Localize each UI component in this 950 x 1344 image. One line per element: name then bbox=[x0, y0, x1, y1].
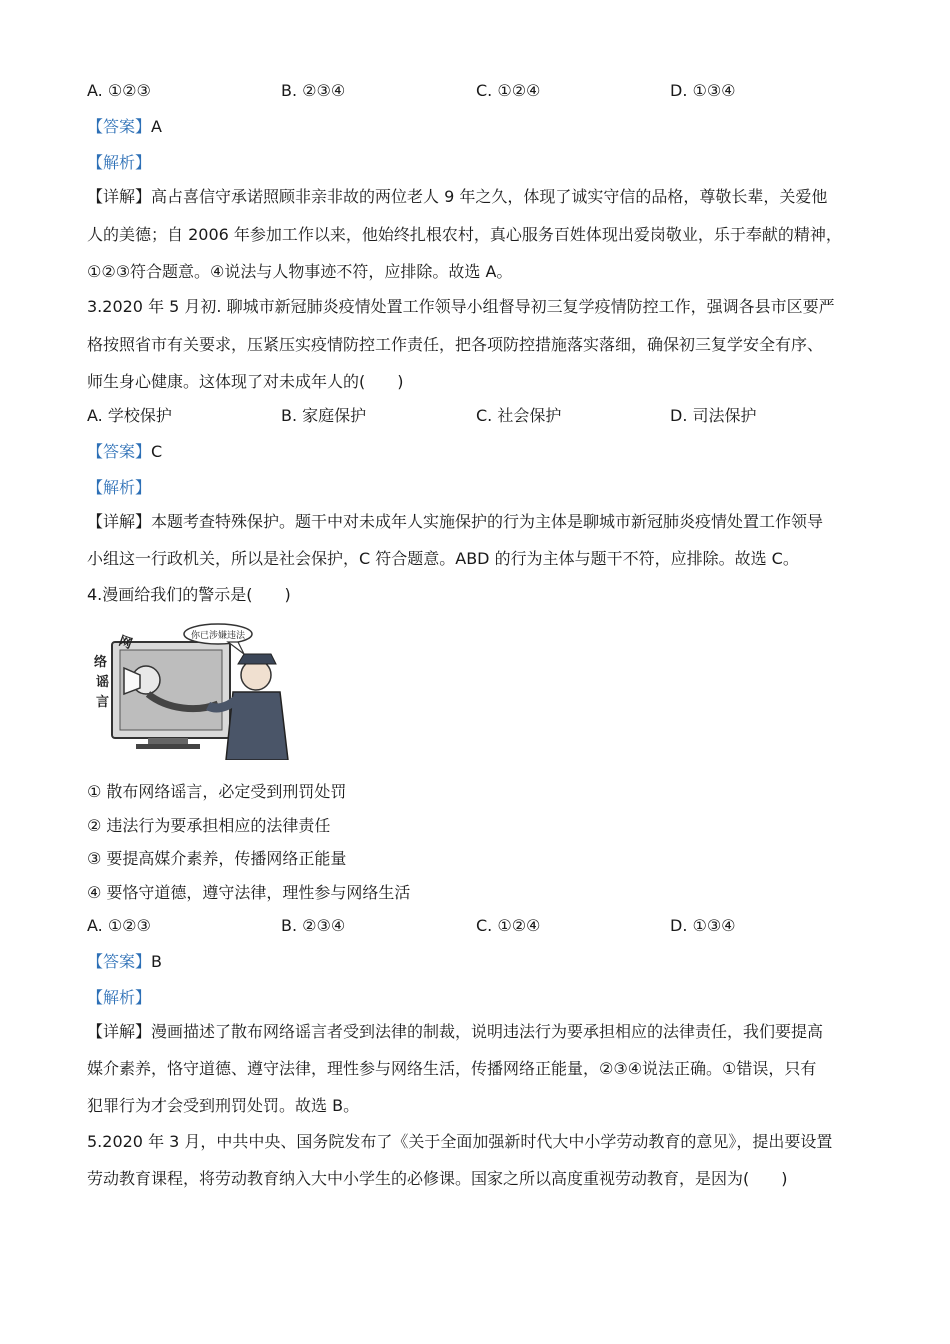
q5-stem-line-2: 劳动教育课程，将劳动教育纳入大中小学生的必修课。国家之所以高度重视劳动教育，是因为( ) bbox=[87, 1169, 788, 1188]
q3-option-d: D. 司法保护 bbox=[670, 406, 757, 425]
q2-detail-line-2: 人的美德；自 2006 年参加工作以来，他始终扎根农村，真心服务百姓体现出爱岗敬业，乐于奉献的精神， bbox=[87, 225, 842, 244]
q3-answer: C bbox=[151, 442, 163, 461]
answer-tag: 【答案】 bbox=[87, 442, 152, 461]
q2-option-b: B. ②③④ bbox=[281, 81, 346, 100]
q4-statement-4: ④ 要恪守道德，遵守法律，理性参与网络生活 bbox=[87, 883, 411, 902]
q3-detail-line-1 bbox=[87, 512, 823, 532]
detail-tag: 【详解】 bbox=[87, 187, 152, 206]
q4-statement-3: ③ 要提高媒介素养，传播网络正能量 bbox=[87, 849, 347, 868]
q4-answer: B bbox=[151, 952, 162, 971]
q2-option-c: C. ①②④ bbox=[476, 81, 541, 100]
q4-option-b: B. ②③④ bbox=[281, 916, 346, 935]
q2-detail-line-3: ①②③符合题意。④说法与人物事迹不符，应排除。故选 A。 bbox=[87, 262, 513, 281]
analysis-tag: 【解析】 bbox=[87, 988, 152, 1007]
q4-option-c: C. ①②④ bbox=[476, 916, 541, 935]
q2-answer: A bbox=[151, 117, 162, 136]
q4-analysis-line bbox=[87, 988, 151, 1008]
q2-analysis-line bbox=[87, 153, 151, 173]
q2-detail-line-1 bbox=[87, 187, 827, 207]
q3-analysis-line bbox=[87, 478, 151, 498]
q3-answer-line bbox=[87, 442, 162, 462]
q2-option-a: A. ①②③ bbox=[87, 81, 151, 100]
q4-detail-line-2: 媒介素养，恪守道德、遵守法律，理性参与网络生活，传播网络正能量，②③④说法正确。①错误，只有 bbox=[87, 1059, 817, 1078]
q4-option-a: A. ①②③ bbox=[87, 916, 151, 935]
q3-option-b: B. 家庭保护 bbox=[281, 406, 367, 425]
q3-stem-line-2: 格按照省市有关要求，压紧压实疫情防控工作责任，把各项防控措施落实落细，确保初三复学安全有序、 bbox=[87, 335, 824, 354]
answer-tag: 【答案】 bbox=[87, 952, 152, 971]
q2-option-d: D. ①③④ bbox=[670, 81, 736, 100]
q4-statement-2: ② 违法行为要承担相应的法律责任 bbox=[87, 816, 331, 835]
q4-detail-text-1: 漫画描述了散布网络谣言者受到法律的制裁，说明违法行为要承担相应的法律责任，我们要提高 bbox=[151, 1022, 824, 1041]
bubble-text: 你已涉嫌违法 bbox=[190, 631, 246, 641]
q4-detail-line-1 bbox=[87, 1022, 823, 1042]
cartoon-image bbox=[88, 620, 293, 760]
analysis-tag: 【解析】 bbox=[87, 153, 152, 172]
q4-statement-1: ① 散布网络谣言，必定受到刑罚处罚 bbox=[87, 782, 347, 801]
q3-stem-line-3: 师生身心健康。这体现了对未成年人的( ) bbox=[87, 372, 404, 391]
q3-detail-line-2: 小组这一行政机关，所以是社会保护，C 符合题意。ABD 的行为主体与题干不符，应排除。故选 C。 bbox=[87, 549, 799, 568]
side-text-1: 网 bbox=[116, 633, 134, 653]
q4-stem: 4.漫画给我们的警示是( ) bbox=[87, 585, 291, 604]
q3-stem-line-1: 3.2020 年 5 月初. 聊城市新冠肺炎疫情处置工作领导小组督导初三复学疫情防控工作，强调各县市区要严 bbox=[87, 297, 835, 316]
q3-detail-text-1: 本题考查特殊保护。题干中对未成年人实施保护的行为主体是聊城市新冠肺炎疫情处置工作领导 bbox=[151, 512, 824, 531]
q3-option-a: A. 学校保护 bbox=[87, 406, 172, 425]
officer-cap bbox=[238, 654, 276, 664]
detail-tag: 【详解】 bbox=[87, 1022, 152, 1041]
side-text-2: 络 bbox=[94, 655, 108, 670]
analysis-tag: 【解析】 bbox=[87, 478, 152, 497]
q4-detail-line-3: 犯罪行为才会受到刑罚处罚。故选 B。 bbox=[87, 1096, 360, 1115]
monitor-stand bbox=[148, 738, 188, 744]
q3-option-c: C. 社会保护 bbox=[476, 406, 562, 425]
monitor-base bbox=[136, 744, 200, 749]
q5-stem-line-1: 5.2020 年 3 月，中共中央、国务院发布了《关于全面加强新时代大中小学劳动教育的意见》，提出要设置 bbox=[87, 1132, 833, 1151]
answer-tag: 【答案】 bbox=[87, 117, 152, 136]
q2-answer-line bbox=[87, 117, 162, 137]
side-text-3: 谣 bbox=[96, 675, 110, 690]
detail-tag: 【详解】 bbox=[87, 512, 152, 531]
q4-answer-line bbox=[87, 952, 162, 972]
side-text-4: 言 bbox=[96, 695, 110, 710]
q4-option-d: D. ①③④ bbox=[670, 916, 736, 935]
q2-detail-text-1: 高占喜信守承诺照顾非亲非故的两位老人 9 年之久，体现了诚实守信的品格，尊敬长辈，关爱他 bbox=[151, 187, 828, 206]
